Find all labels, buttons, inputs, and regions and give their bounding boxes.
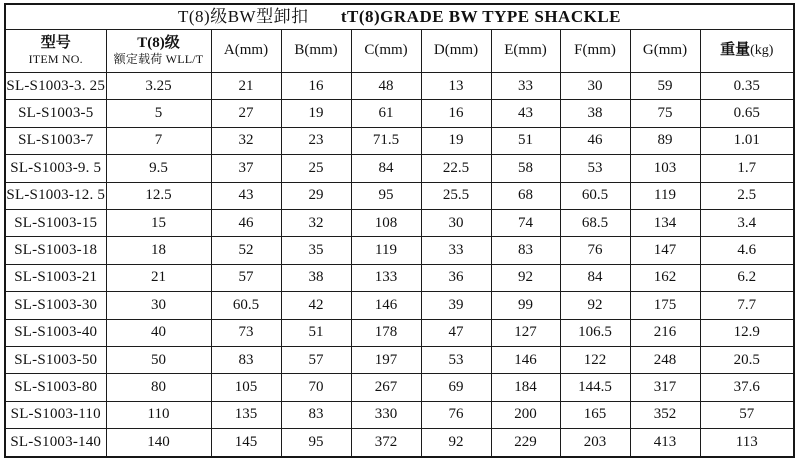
item-no-cell: SL-S1003-9. 5: [5, 155, 106, 182]
table-row: [5, 429, 794, 457]
c-cell: 48: [351, 73, 421, 100]
table-body: [5, 73, 794, 458]
a-cell: 57: [211, 264, 281, 291]
table-row: [5, 237, 794, 264]
wll-cell: 9.5: [106, 155, 211, 182]
table-row: [5, 292, 794, 319]
g-cell: 75: [630, 100, 700, 127]
g-cell: 162: [630, 264, 700, 291]
a-cell: 21: [211, 73, 281, 100]
a-cell: 52: [211, 237, 281, 264]
c-cell: 330: [351, 401, 421, 428]
a-cell: 37: [211, 155, 281, 182]
header-dim-b: B(mm): [281, 30, 351, 73]
header-dim-d: D(mm): [421, 30, 491, 73]
f-cell: 60.5: [560, 182, 630, 209]
wll-cell: 50: [106, 347, 211, 374]
b-cell: 29: [281, 182, 351, 209]
header-dim-a: A(mm): [211, 30, 281, 73]
table-title-row: [5, 4, 794, 30]
table-row: [5, 182, 794, 209]
d-cell: 92: [421, 429, 491, 457]
wll-cell: 30: [106, 292, 211, 319]
d-cell: 25.5: [421, 182, 491, 209]
g-cell: 248: [630, 347, 700, 374]
header-wll-cn: T(8)级: [137, 35, 180, 52]
f-cell: 30: [560, 73, 630, 100]
e-cell: 92: [491, 264, 560, 291]
weight-cell: 1.01: [700, 127, 794, 154]
header-dim-g: G(mm): [630, 30, 700, 73]
e-cell: 146: [491, 347, 560, 374]
wll-cell: 3.25: [106, 73, 211, 100]
weight-cell: 1.7: [700, 155, 794, 182]
header-weight-unit: (kg): [750, 43, 774, 59]
g-cell: 103: [630, 155, 700, 182]
f-cell: 106.5: [560, 319, 630, 346]
b-cell: 70: [281, 374, 351, 401]
d-cell: 30: [421, 210, 491, 237]
d-cell: 13: [421, 73, 491, 100]
item-no-cell: SL-S1003-110: [5, 401, 106, 428]
wll-cell: 12.5: [106, 182, 211, 209]
header-dim-f: F(mm): [560, 30, 630, 73]
item-no-cell: SL-S1003-40: [5, 319, 106, 346]
f-cell: 92: [560, 292, 630, 319]
g-cell: 59: [630, 73, 700, 100]
b-cell: 42: [281, 292, 351, 319]
e-cell: 74: [491, 210, 560, 237]
a-cell: 105: [211, 374, 281, 401]
item-no-cell: SL-S1003-15: [5, 210, 106, 237]
table-row: [5, 100, 794, 127]
e-cell: 83: [491, 237, 560, 264]
header-weight-cn: 重量: [720, 42, 751, 59]
a-cell: 32: [211, 127, 281, 154]
g-cell: 175: [630, 292, 700, 319]
weight-cell: 0.35: [700, 73, 794, 100]
b-cell: 95: [281, 429, 351, 457]
d-cell: 69: [421, 374, 491, 401]
item-no-cell: SL-S1003-50: [5, 347, 106, 374]
table-title-en: tT(8)GRADE BW TYPE SHACKLE: [340, 7, 622, 27]
f-cell: 165: [560, 401, 630, 428]
g-cell: 147: [630, 237, 700, 264]
d-cell: 47: [421, 319, 491, 346]
weight-cell: 20.5: [700, 347, 794, 374]
c-cell: 146: [351, 292, 421, 319]
item-no-cell: SL-S1003-30: [5, 292, 106, 319]
weight-cell: 113: [700, 429, 794, 457]
a-cell: 83: [211, 347, 281, 374]
b-cell: 38: [281, 264, 351, 291]
c-cell: 84: [351, 155, 421, 182]
e-cell: 200: [491, 401, 560, 428]
d-cell: 76: [421, 401, 491, 428]
weight-cell: 7.7: [700, 292, 794, 319]
table-row: [5, 374, 794, 401]
table-header-row: [5, 30, 794, 73]
e-cell: 184: [491, 374, 560, 401]
item-no-cell: SL-S1003-80: [5, 374, 106, 401]
c-cell: 71.5: [351, 127, 421, 154]
d-cell: 39: [421, 292, 491, 319]
c-cell: 95: [351, 182, 421, 209]
header-weight: [700, 30, 794, 73]
d-cell: 33: [421, 237, 491, 264]
c-cell: 61: [351, 100, 421, 127]
f-cell: 122: [560, 347, 630, 374]
header-dim-c: C(mm): [351, 30, 421, 73]
c-cell: 178: [351, 319, 421, 346]
g-cell: 317: [630, 374, 700, 401]
item-no-cell: SL-S1003-5: [5, 100, 106, 127]
item-no-cell: SL-S1003-12. 5: [5, 182, 106, 209]
table-title-cell: [5, 4, 794, 30]
d-cell: 19: [421, 127, 491, 154]
f-cell: 38: [560, 100, 630, 127]
table-row: [5, 210, 794, 237]
shackle-spec-table: [4, 3, 795, 458]
header-dim-e: E(mm): [491, 30, 560, 73]
b-cell: 83: [281, 401, 351, 428]
b-cell: 23: [281, 127, 351, 154]
g-cell: 413: [630, 429, 700, 457]
b-cell: 57: [281, 347, 351, 374]
d-cell: 22.5: [421, 155, 491, 182]
b-cell: 32: [281, 210, 351, 237]
table-title-cn: T(8)级BW型卸扣: [178, 7, 309, 27]
table-row: [5, 264, 794, 291]
wll-cell: 110: [106, 401, 211, 428]
wll-cell: 140: [106, 429, 211, 457]
header-item-no: [5, 30, 106, 73]
b-cell: 51: [281, 319, 351, 346]
wll-cell: 80: [106, 374, 211, 401]
d-cell: 53: [421, 347, 491, 374]
weight-cell: 2.5: [700, 182, 794, 209]
wll-cell: 7: [106, 127, 211, 154]
a-cell: 60.5: [211, 292, 281, 319]
wll-cell: 18: [106, 237, 211, 264]
g-cell: 119: [630, 182, 700, 209]
e-cell: 58: [491, 155, 560, 182]
e-cell: 127: [491, 319, 560, 346]
b-cell: 25: [281, 155, 351, 182]
table-row: [5, 347, 794, 374]
item-no-cell: SL-S1003-7: [5, 127, 106, 154]
a-cell: 43: [211, 182, 281, 209]
b-cell: 35: [281, 237, 351, 264]
wll-cell: 5: [106, 100, 211, 127]
weight-cell: 0.65: [700, 100, 794, 127]
table-row: [5, 319, 794, 346]
c-cell: 197: [351, 347, 421, 374]
c-cell: 133: [351, 264, 421, 291]
f-cell: 46: [560, 127, 630, 154]
f-cell: 203: [560, 429, 630, 457]
b-cell: 16: [281, 73, 351, 100]
f-cell: 84: [560, 264, 630, 291]
table-row: [5, 401, 794, 428]
c-cell: 119: [351, 237, 421, 264]
a-cell: 135: [211, 401, 281, 428]
g-cell: 89: [630, 127, 700, 154]
wll-cell: 15: [106, 210, 211, 237]
header-wll: [106, 30, 211, 73]
weight-cell: 3.4: [700, 210, 794, 237]
weight-cell: 12.9: [700, 319, 794, 346]
table-row: [5, 73, 794, 100]
table-row: [5, 127, 794, 154]
f-cell: 53: [560, 155, 630, 182]
a-cell: 73: [211, 319, 281, 346]
weight-cell: 37.6: [700, 374, 794, 401]
header-item-no-cn: 型号: [40, 35, 71, 52]
c-cell: 267: [351, 374, 421, 401]
table-row: [5, 155, 794, 182]
f-cell: 144.5: [560, 374, 630, 401]
e-cell: 229: [491, 429, 560, 457]
c-cell: 108: [351, 210, 421, 237]
a-cell: 27: [211, 100, 281, 127]
item-no-cell: SL-S1003-3. 25: [5, 73, 106, 100]
item-no-cell: SL-S1003-21: [5, 264, 106, 291]
weight-cell: 4.6: [700, 237, 794, 264]
b-cell: 19: [281, 100, 351, 127]
e-cell: 51: [491, 127, 560, 154]
wll-cell: 40: [106, 319, 211, 346]
g-cell: 134: [630, 210, 700, 237]
weight-cell: 57: [700, 401, 794, 428]
f-cell: 68.5: [560, 210, 630, 237]
a-cell: 46: [211, 210, 281, 237]
item-no-cell: SL-S1003-18: [5, 237, 106, 264]
d-cell: 16: [421, 100, 491, 127]
g-cell: 216: [630, 319, 700, 346]
wll-cell: 21: [106, 264, 211, 291]
e-cell: 43: [491, 100, 560, 127]
header-wll-sub: 额定载荷 WLL/T: [113, 51, 204, 66]
e-cell: 33: [491, 73, 560, 100]
weight-cell: 6.2: [700, 264, 794, 291]
a-cell: 145: [211, 429, 281, 457]
f-cell: 76: [560, 237, 630, 264]
d-cell: 36: [421, 264, 491, 291]
e-cell: 99: [491, 292, 560, 319]
e-cell: 68: [491, 182, 560, 209]
c-cell: 372: [351, 429, 421, 457]
header-item-no-en: ITEM NO.: [28, 51, 83, 66]
g-cell: 352: [630, 401, 700, 428]
item-no-cell: SL-S1003-140: [5, 429, 106, 457]
